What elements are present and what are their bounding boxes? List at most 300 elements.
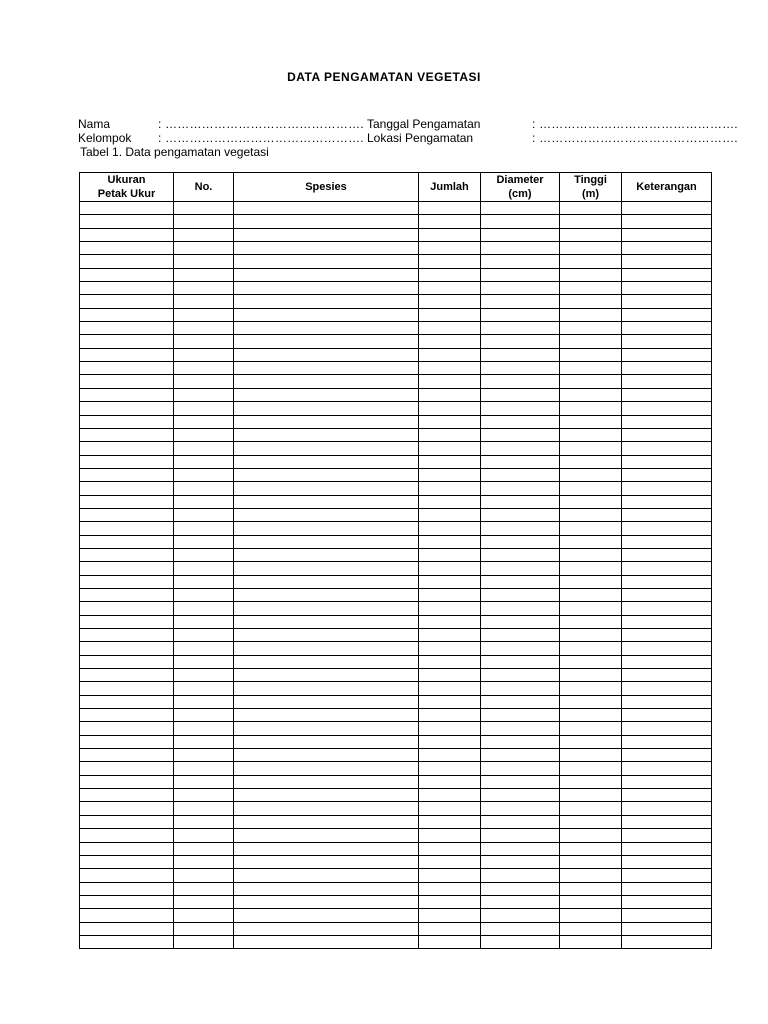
- cell-ukuran-petak-ukur[interactable]: [80, 935, 174, 948]
- kelompok-field[interactable]: : ………………………………………….: [158, 131, 364, 145]
- cell-no[interactable]: [174, 428, 234, 441]
- cell-keterangan[interactable]: [622, 829, 712, 842]
- cell-keterangan[interactable]: [622, 442, 712, 455]
- cell-jumlah[interactable]: [419, 255, 481, 268]
- cell-keterangan[interactable]: [622, 735, 712, 748]
- cell-keterangan[interactable]: [622, 815, 712, 828]
- cell-diameter[interactable]: [481, 215, 560, 228]
- cell-no[interactable]: [174, 642, 234, 655]
- cell-tinggi[interactable]: [560, 775, 622, 788]
- cell-spesies[interactable]: [234, 348, 419, 361]
- cell-spesies[interactable]: [234, 282, 419, 295]
- cell-jumlah[interactable]: [419, 749, 481, 762]
- cell-spesies[interactable]: [234, 295, 419, 308]
- cell-jumlah[interactable]: [419, 402, 481, 415]
- cell-ukuran-petak-ukur[interactable]: [80, 482, 174, 495]
- cell-no[interactable]: [174, 762, 234, 775]
- cell-no[interactable]: [174, 775, 234, 788]
- cell-spesies[interactable]: [234, 855, 419, 868]
- cell-no[interactable]: [174, 388, 234, 401]
- cell-tinggi[interactable]: [560, 535, 622, 548]
- cell-jumlah[interactable]: [419, 562, 481, 575]
- cell-keterangan[interactable]: [622, 922, 712, 935]
- cell-tinggi[interactable]: [560, 348, 622, 361]
- cell-spesies[interactable]: [234, 482, 419, 495]
- cell-ukuran-petak-ukur[interactable]: [80, 749, 174, 762]
- cell-ukuran-petak-ukur[interactable]: [80, 268, 174, 281]
- cell-no[interactable]: [174, 855, 234, 868]
- cell-spesies[interactable]: [234, 869, 419, 882]
- cell-tinggi[interactable]: [560, 575, 622, 588]
- cell-no[interactable]: [174, 909, 234, 922]
- cell-ukuran-petak-ukur[interactable]: [80, 308, 174, 321]
- cell-jumlah[interactable]: [419, 388, 481, 401]
- cell-jumlah[interactable]: [419, 415, 481, 428]
- cell-keterangan[interactable]: [622, 202, 712, 215]
- cell-no[interactable]: [174, 535, 234, 548]
- cell-keterangan[interactable]: [622, 255, 712, 268]
- cell-no[interactable]: [174, 895, 234, 908]
- cell-tinggi[interactable]: [560, 375, 622, 388]
- cell-jumlah[interactable]: [419, 602, 481, 615]
- cell-jumlah[interactable]: [419, 442, 481, 455]
- cell-spesies[interactable]: [234, 709, 419, 722]
- cell-jumlah[interactable]: [419, 348, 481, 361]
- cell-ukuran-petak-ukur[interactable]: [80, 322, 174, 335]
- cell-spesies[interactable]: [234, 308, 419, 321]
- cell-no[interactable]: [174, 695, 234, 708]
- cell-tinggi[interactable]: [560, 228, 622, 241]
- cell-diameter[interactable]: [481, 308, 560, 321]
- cell-tinggi[interactable]: [560, 468, 622, 481]
- cell-jumlah[interactable]: [419, 482, 481, 495]
- cell-spesies[interactable]: [234, 322, 419, 335]
- cell-diameter[interactable]: [481, 588, 560, 601]
- cell-spesies[interactable]: [234, 388, 419, 401]
- cell-jumlah[interactable]: [419, 468, 481, 481]
- cell-keterangan[interactable]: [622, 428, 712, 441]
- cell-no[interactable]: [174, 228, 234, 241]
- cell-ukuran-petak-ukur[interactable]: [80, 842, 174, 855]
- cell-tinggi[interactable]: [560, 722, 622, 735]
- cell-keterangan[interactable]: [622, 522, 712, 535]
- cell-jumlah[interactable]: [419, 655, 481, 668]
- cell-diameter[interactable]: [481, 842, 560, 855]
- cell-ukuran-petak-ukur[interactable]: [80, 629, 174, 642]
- cell-tinggi[interactable]: [560, 629, 622, 642]
- cell-diameter[interactable]: [481, 629, 560, 642]
- cell-keterangan[interactable]: [622, 789, 712, 802]
- cell-tinggi[interactable]: [560, 935, 622, 948]
- cell-spesies[interactable]: [234, 735, 419, 748]
- cell-jumlah[interactable]: [419, 842, 481, 855]
- cell-tinggi[interactable]: [560, 388, 622, 401]
- cell-diameter[interactable]: [481, 428, 560, 441]
- cell-tinggi[interactable]: [560, 562, 622, 575]
- cell-ukuran-petak-ukur[interactable]: [80, 722, 174, 735]
- cell-jumlah[interactable]: [419, 615, 481, 628]
- cell-keterangan[interactable]: [622, 468, 712, 481]
- cell-diameter[interactable]: [481, 482, 560, 495]
- cell-keterangan[interactable]: [622, 495, 712, 508]
- cell-ukuran-petak-ukur[interactable]: [80, 695, 174, 708]
- cell-no[interactable]: [174, 508, 234, 521]
- cell-diameter[interactable]: [481, 242, 560, 255]
- cell-no[interactable]: [174, 842, 234, 855]
- cell-ukuran-petak-ukur[interactable]: [80, 255, 174, 268]
- cell-diameter[interactable]: [481, 388, 560, 401]
- cell-spesies[interactable]: [234, 722, 419, 735]
- cell-tinggi[interactable]: [560, 495, 622, 508]
- cell-no[interactable]: [174, 202, 234, 215]
- cell-spesies[interactable]: [234, 575, 419, 588]
- cell-keterangan[interactable]: [622, 615, 712, 628]
- cell-diameter[interactable]: [481, 362, 560, 375]
- cell-tinggi[interactable]: [560, 922, 622, 935]
- cell-no[interactable]: [174, 455, 234, 468]
- cell-keterangan[interactable]: [622, 508, 712, 521]
- cell-diameter[interactable]: [481, 495, 560, 508]
- cell-tinggi[interactable]: [560, 215, 622, 228]
- cell-ukuran-petak-ukur[interactable]: [80, 562, 174, 575]
- cell-diameter[interactable]: [481, 895, 560, 908]
- cell-keterangan[interactable]: [622, 548, 712, 561]
- cell-tinggi[interactable]: [560, 508, 622, 521]
- cell-ukuran-petak-ukur[interactable]: [80, 642, 174, 655]
- cell-diameter[interactable]: [481, 722, 560, 735]
- cell-ukuran-petak-ukur[interactable]: [80, 602, 174, 615]
- cell-spesies[interactable]: [234, 428, 419, 441]
- cell-ukuran-petak-ukur[interactable]: [80, 535, 174, 548]
- cell-tinggi[interactable]: [560, 242, 622, 255]
- cell-tinggi[interactable]: [560, 882, 622, 895]
- cell-ukuran-petak-ukur[interactable]: [80, 548, 174, 561]
- cell-diameter[interactable]: [481, 348, 560, 361]
- cell-tinggi[interactable]: [560, 642, 622, 655]
- cell-no[interactable]: [174, 749, 234, 762]
- cell-tinggi[interactable]: [560, 415, 622, 428]
- cell-diameter[interactable]: [481, 375, 560, 388]
- cell-keterangan[interactable]: [622, 215, 712, 228]
- cell-keterangan[interactable]: [622, 682, 712, 695]
- cell-keterangan[interactable]: [622, 935, 712, 948]
- cell-jumlah[interactable]: [419, 308, 481, 321]
- cell-no[interactable]: [174, 935, 234, 948]
- cell-diameter[interactable]: [481, 508, 560, 521]
- cell-ukuran-petak-ukur[interactable]: [80, 775, 174, 788]
- cell-no[interactable]: [174, 348, 234, 361]
- cell-jumlah[interactable]: [419, 629, 481, 642]
- cell-spesies[interactable]: [234, 242, 419, 255]
- cell-spesies[interactable]: [234, 655, 419, 668]
- cell-ukuran-petak-ukur[interactable]: [80, 762, 174, 775]
- cell-jumlah[interactable]: [419, 802, 481, 815]
- cell-no[interactable]: [174, 575, 234, 588]
- cell-spesies[interactable]: [234, 909, 419, 922]
- cell-no[interactable]: [174, 215, 234, 228]
- cell-jumlah[interactable]: [419, 869, 481, 882]
- cell-no[interactable]: [174, 268, 234, 281]
- cell-jumlah[interactable]: [419, 455, 481, 468]
- cell-no[interactable]: [174, 669, 234, 682]
- cell-tinggi[interactable]: [560, 869, 622, 882]
- cell-ukuran-petak-ukur[interactable]: [80, 455, 174, 468]
- cell-spesies[interactable]: [234, 749, 419, 762]
- cell-spesies[interactable]: [234, 522, 419, 535]
- cell-keterangan[interactable]: [622, 402, 712, 415]
- cell-tinggi[interactable]: [560, 282, 622, 295]
- cell-keterangan[interactable]: [622, 562, 712, 575]
- cell-diameter[interactable]: [481, 695, 560, 708]
- cell-tinggi[interactable]: [560, 402, 622, 415]
- cell-no[interactable]: [174, 322, 234, 335]
- cell-spesies[interactable]: [234, 255, 419, 268]
- cell-keterangan[interactable]: [622, 749, 712, 762]
- cell-jumlah[interactable]: [419, 228, 481, 241]
- cell-ukuran-petak-ukur[interactable]: [80, 202, 174, 215]
- cell-ukuran-petak-ukur[interactable]: [80, 895, 174, 908]
- cell-spesies[interactable]: [234, 268, 419, 281]
- cell-jumlah[interactable]: [419, 722, 481, 735]
- cell-diameter[interactable]: [481, 789, 560, 802]
- cell-keterangan[interactable]: [622, 655, 712, 668]
- cell-diameter[interactable]: [481, 709, 560, 722]
- cell-jumlah[interactable]: [419, 295, 481, 308]
- cell-no[interactable]: [174, 655, 234, 668]
- cell-no[interactable]: [174, 415, 234, 428]
- cell-ukuran-petak-ukur[interactable]: [80, 709, 174, 722]
- cell-ukuran-petak-ukur[interactable]: [80, 575, 174, 588]
- cell-diameter[interactable]: [481, 295, 560, 308]
- cell-keterangan[interactable]: [622, 709, 712, 722]
- cell-tinggi[interactable]: [560, 735, 622, 748]
- cell-tinggi[interactable]: [560, 655, 622, 668]
- cell-keterangan[interactable]: [622, 909, 712, 922]
- cell-tinggi[interactable]: [560, 268, 622, 281]
- cell-ukuran-petak-ukur[interactable]: [80, 375, 174, 388]
- cell-keterangan[interactable]: [622, 535, 712, 548]
- cell-jumlah[interactable]: [419, 882, 481, 895]
- cell-no[interactable]: [174, 308, 234, 321]
- cell-spesies[interactable]: [234, 935, 419, 948]
- cell-keterangan[interactable]: [622, 308, 712, 321]
- cell-spesies[interactable]: [234, 882, 419, 895]
- cell-diameter[interactable]: [481, 202, 560, 215]
- cell-tinggi[interactable]: [560, 909, 622, 922]
- cell-spesies[interactable]: [234, 442, 419, 455]
- cell-tinggi[interactable]: [560, 202, 622, 215]
- cell-keterangan[interactable]: [622, 869, 712, 882]
- cell-diameter[interactable]: [481, 815, 560, 828]
- cell-jumlah[interactable]: [419, 215, 481, 228]
- cell-ukuran-petak-ukur[interactable]: [80, 669, 174, 682]
- cell-ukuran-petak-ukur[interactable]: [80, 522, 174, 535]
- cell-tinggi[interactable]: [560, 829, 622, 842]
- cell-ukuran-petak-ukur[interactable]: [80, 855, 174, 868]
- cell-diameter[interactable]: [481, 402, 560, 415]
- cell-ukuran-petak-ukur[interactable]: [80, 242, 174, 255]
- cell-spesies[interactable]: [234, 695, 419, 708]
- cell-spesies[interactable]: [234, 602, 419, 615]
- cell-keterangan[interactable]: [622, 669, 712, 682]
- cell-no[interactable]: [174, 402, 234, 415]
- cell-jumlah[interactable]: [419, 522, 481, 535]
- cell-jumlah[interactable]: [419, 789, 481, 802]
- cell-tinggi[interactable]: [560, 855, 622, 868]
- cell-no[interactable]: [174, 362, 234, 375]
- cell-diameter[interactable]: [481, 335, 560, 348]
- cell-no[interactable]: [174, 548, 234, 561]
- lokasi-field[interactable]: : ………………………………………….: [532, 131, 738, 145]
- cell-diameter[interactable]: [481, 922, 560, 935]
- cell-no[interactable]: [174, 442, 234, 455]
- cell-keterangan[interactable]: [622, 762, 712, 775]
- cell-jumlah[interactable]: [419, 855, 481, 868]
- cell-spesies[interactable]: [234, 508, 419, 521]
- cell-spesies[interactable]: [234, 802, 419, 815]
- cell-jumlah[interactable]: [419, 709, 481, 722]
- cell-spesies[interactable]: [234, 762, 419, 775]
- cell-keterangan[interactable]: [622, 348, 712, 361]
- cell-jumlah[interactable]: [419, 588, 481, 601]
- cell-keterangan[interactable]: [622, 362, 712, 375]
- cell-diameter[interactable]: [481, 282, 560, 295]
- cell-diameter[interactable]: [481, 455, 560, 468]
- cell-jumlah[interactable]: [419, 202, 481, 215]
- cell-tinggi[interactable]: [560, 615, 622, 628]
- cell-spesies[interactable]: [234, 789, 419, 802]
- cell-ukuran-petak-ukur[interactable]: [80, 655, 174, 668]
- cell-tinggi[interactable]: [560, 695, 622, 708]
- cell-spesies[interactable]: [234, 629, 419, 642]
- cell-jumlah[interactable]: [419, 495, 481, 508]
- cell-no[interactable]: [174, 802, 234, 815]
- cell-tinggi[interactable]: [560, 682, 622, 695]
- cell-keterangan[interactable]: [622, 415, 712, 428]
- cell-diameter[interactable]: [481, 735, 560, 748]
- cell-no[interactable]: [174, 242, 234, 255]
- cell-no[interactable]: [174, 615, 234, 628]
- cell-jumlah[interactable]: [419, 335, 481, 348]
- cell-spesies[interactable]: [234, 495, 419, 508]
- cell-keterangan[interactable]: [622, 295, 712, 308]
- cell-keterangan[interactable]: [622, 629, 712, 642]
- cell-keterangan[interactable]: [622, 722, 712, 735]
- cell-diameter[interactable]: [481, 268, 560, 281]
- cell-spesies[interactable]: [234, 815, 419, 828]
- cell-jumlah[interactable]: [419, 375, 481, 388]
- cell-spesies[interactable]: [234, 402, 419, 415]
- cell-keterangan[interactable]: [622, 268, 712, 281]
- cell-diameter[interactable]: [481, 909, 560, 922]
- cell-no[interactable]: [174, 255, 234, 268]
- cell-jumlah[interactable]: [419, 535, 481, 548]
- cell-ukuran-petak-ukur[interactable]: [80, 388, 174, 401]
- cell-tinggi[interactable]: [560, 749, 622, 762]
- cell-no[interactable]: [174, 682, 234, 695]
- cell-diameter[interactable]: [481, 228, 560, 241]
- cell-ukuran-petak-ukur[interactable]: [80, 909, 174, 922]
- cell-diameter[interactable]: [481, 548, 560, 561]
- cell-tinggi[interactable]: [560, 588, 622, 601]
- cell-diameter[interactable]: [481, 655, 560, 668]
- cell-spesies[interactable]: [234, 562, 419, 575]
- cell-ukuran-petak-ukur[interactable]: [80, 442, 174, 455]
- cell-jumlah[interactable]: [419, 735, 481, 748]
- cell-keterangan[interactable]: [622, 455, 712, 468]
- cell-diameter[interactable]: [481, 669, 560, 682]
- cell-ukuran-petak-ukur[interactable]: [80, 802, 174, 815]
- cell-diameter[interactable]: [481, 935, 560, 948]
- cell-no[interactable]: [174, 789, 234, 802]
- cell-tinggi[interactable]: [560, 815, 622, 828]
- cell-jumlah[interactable]: [419, 242, 481, 255]
- cell-no[interactable]: [174, 522, 234, 535]
- cell-diameter[interactable]: [481, 602, 560, 615]
- cell-diameter[interactable]: [481, 749, 560, 762]
- cell-no[interactable]: [174, 482, 234, 495]
- cell-spesies[interactable]: [234, 842, 419, 855]
- cell-keterangan[interactable]: [622, 228, 712, 241]
- cell-tinggi[interactable]: [560, 455, 622, 468]
- cell-spesies[interactable]: [234, 215, 419, 228]
- cell-no[interactable]: [174, 562, 234, 575]
- cell-keterangan[interactable]: [622, 388, 712, 401]
- cell-tinggi[interactable]: [560, 762, 622, 775]
- cell-ukuran-petak-ukur[interactable]: [80, 362, 174, 375]
- cell-keterangan[interactable]: [622, 242, 712, 255]
- cell-ukuran-petak-ukur[interactable]: [80, 789, 174, 802]
- cell-no[interactable]: [174, 602, 234, 615]
- cell-keterangan[interactable]: [622, 695, 712, 708]
- cell-ukuran-petak-ukur[interactable]: [80, 215, 174, 228]
- cell-diameter[interactable]: [481, 855, 560, 868]
- cell-tinggi[interactable]: [560, 255, 622, 268]
- cell-spesies[interactable]: [234, 895, 419, 908]
- cell-tinggi[interactable]: [560, 895, 622, 908]
- cell-ukuran-petak-ukur[interactable]: [80, 615, 174, 628]
- cell-jumlah[interactable]: [419, 642, 481, 655]
- nama-field[interactable]: : ………………………………………….: [158, 117, 364, 131]
- cell-tinggi[interactable]: [560, 548, 622, 561]
- cell-spesies[interactable]: [234, 669, 419, 682]
- cell-diameter[interactable]: [481, 415, 560, 428]
- cell-spesies[interactable]: [234, 588, 419, 601]
- cell-tinggi[interactable]: [560, 428, 622, 441]
- cell-keterangan[interactable]: [622, 895, 712, 908]
- cell-diameter[interactable]: [481, 322, 560, 335]
- cell-jumlah[interactable]: [419, 815, 481, 828]
- cell-diameter[interactable]: [481, 802, 560, 815]
- cell-jumlah[interactable]: [419, 268, 481, 281]
- cell-jumlah[interactable]: [419, 669, 481, 682]
- cell-ukuran-petak-ukur[interactable]: [80, 348, 174, 361]
- cell-diameter[interactable]: [481, 468, 560, 481]
- cell-jumlah[interactable]: [419, 428, 481, 441]
- cell-jumlah[interactable]: [419, 322, 481, 335]
- cell-ukuran-petak-ukur[interactable]: [80, 829, 174, 842]
- cell-jumlah[interactable]: [419, 682, 481, 695]
- cell-diameter[interactable]: [481, 775, 560, 788]
- cell-no[interactable]: [174, 588, 234, 601]
- cell-jumlah[interactable]: [419, 935, 481, 948]
- cell-ukuran-petak-ukur[interactable]: [80, 428, 174, 441]
- cell-ukuran-petak-ukur[interactable]: [80, 495, 174, 508]
- cell-jumlah[interactable]: [419, 829, 481, 842]
- cell-jumlah[interactable]: [419, 508, 481, 521]
- cell-tinggi[interactable]: [560, 322, 622, 335]
- cell-keterangan[interactable]: [622, 842, 712, 855]
